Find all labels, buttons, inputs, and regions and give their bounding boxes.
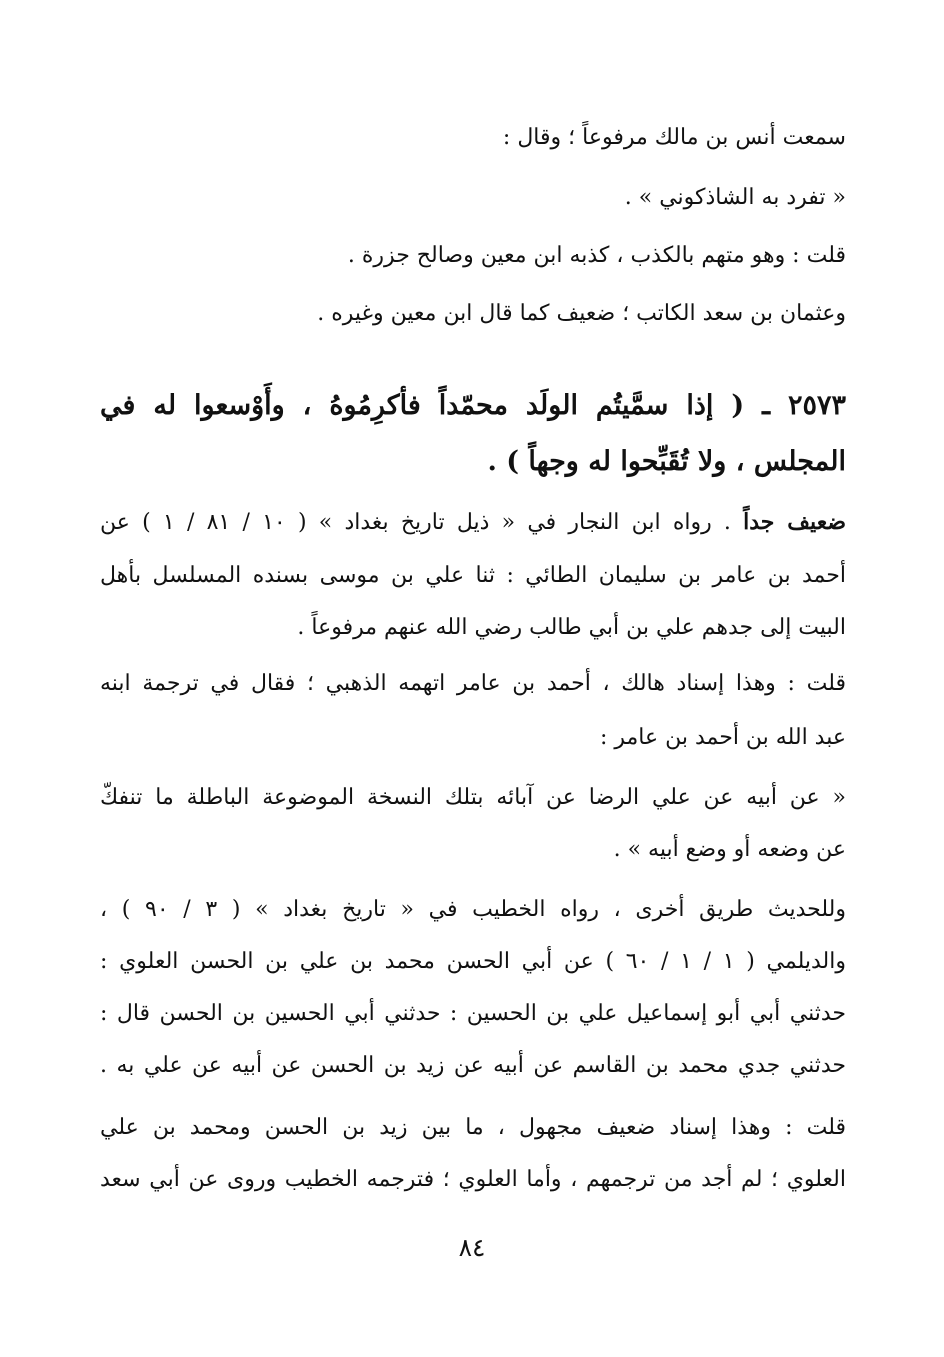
paragraph-line: عبد الله بن أحمد بن عامر : (599, 725, 846, 750)
paragraph-line: العلوي ؛ لم أجد من ترجمهم ، وأما العلوي ؛ فترجمه الخطيب وروى عن أبي سعد (100, 1167, 846, 1192)
quote-line: « عن أبيه عن علي الرضا عن آبائه بتلك النسخة الموضوعة الباطلة ما تنفكّ (100, 785, 846, 810)
paragraph-line: قلت : وهذا إسناد ضعيف مجهول ، ما بين زيد بن الحسن ومحمد بن علي (100, 1115, 846, 1140)
text-line: وعثمان بن سعد الكاتب ؛ ضعيف كما قال ابن معين وغيره . (317, 301, 846, 326)
paragraph-line: حدثني جدي محمد بن القاسم عن أبيه عن زيد بن الحسن عن أبيه عن علي به . (100, 1053, 846, 1078)
quote-line: عن وضعه أو وضع أبيه » . (613, 837, 846, 862)
quote-line: « تفرد به الشاذكوني » . (624, 185, 846, 210)
grading-label: ضعيف جداً (743, 509, 846, 535)
hadith-heading-line: المجلس ، ولا تُقَبِّحوا له وجهاً ) . (487, 446, 846, 477)
paragraph-line: والديلمي ( ١ / ١ / ٦٠ ) عن أبي الحسن محمد بن علي بن الحسن العلوي : (100, 949, 846, 974)
text-line: سمعت أنس بن مالك مرفوعاً ؛ وقال : (502, 125, 846, 150)
paragraph-line: قلت : وهذا إسناد هالك ، أحمد بن عامر اتهمه الذهبي ؛ فقال في ترجمة ابنه (100, 671, 846, 696)
hadith-heading-line: ٢٥٧٣ ـ ( إذا سمَّيتُم الولَد محمّداً فأكرِمُوهُ ، وأَوْسعوا له في (100, 390, 846, 421)
paragraph-line: حدثني أبي أبو إسماعيل علي بن الحسين : حدثني أبي الحسين بن الحسن قال : (100, 1001, 846, 1026)
paragraph-line: البيت إلى جدهم علي بن أبي طالب رضي الله عنهم مرفوعاً . (297, 615, 846, 640)
paragraph-line: وللحديث طريق أخرى ، رواه الخطيب في « تاريخ بغداد » ( ٣ / ٩٠ ) ، (100, 897, 846, 922)
paragraph-line (100, 502, 846, 542)
paragraph-text: . رواه ابن النجار في « ذيل تاريخ بغداد » ( ١٠ / ٨١ / ١ ) عن (100, 510, 744, 535)
page-number: ٨٤ (458, 1233, 486, 1262)
text-line: قلت : وهو متهم بالكذب ، كذبه ابن معين وصالح جزرة . (347, 243, 846, 268)
paragraph-line: أحمد بن عامر بن سليمان الطائي : ثنا علي بن موسى بسنده المسلسل بأهل (100, 563, 846, 588)
